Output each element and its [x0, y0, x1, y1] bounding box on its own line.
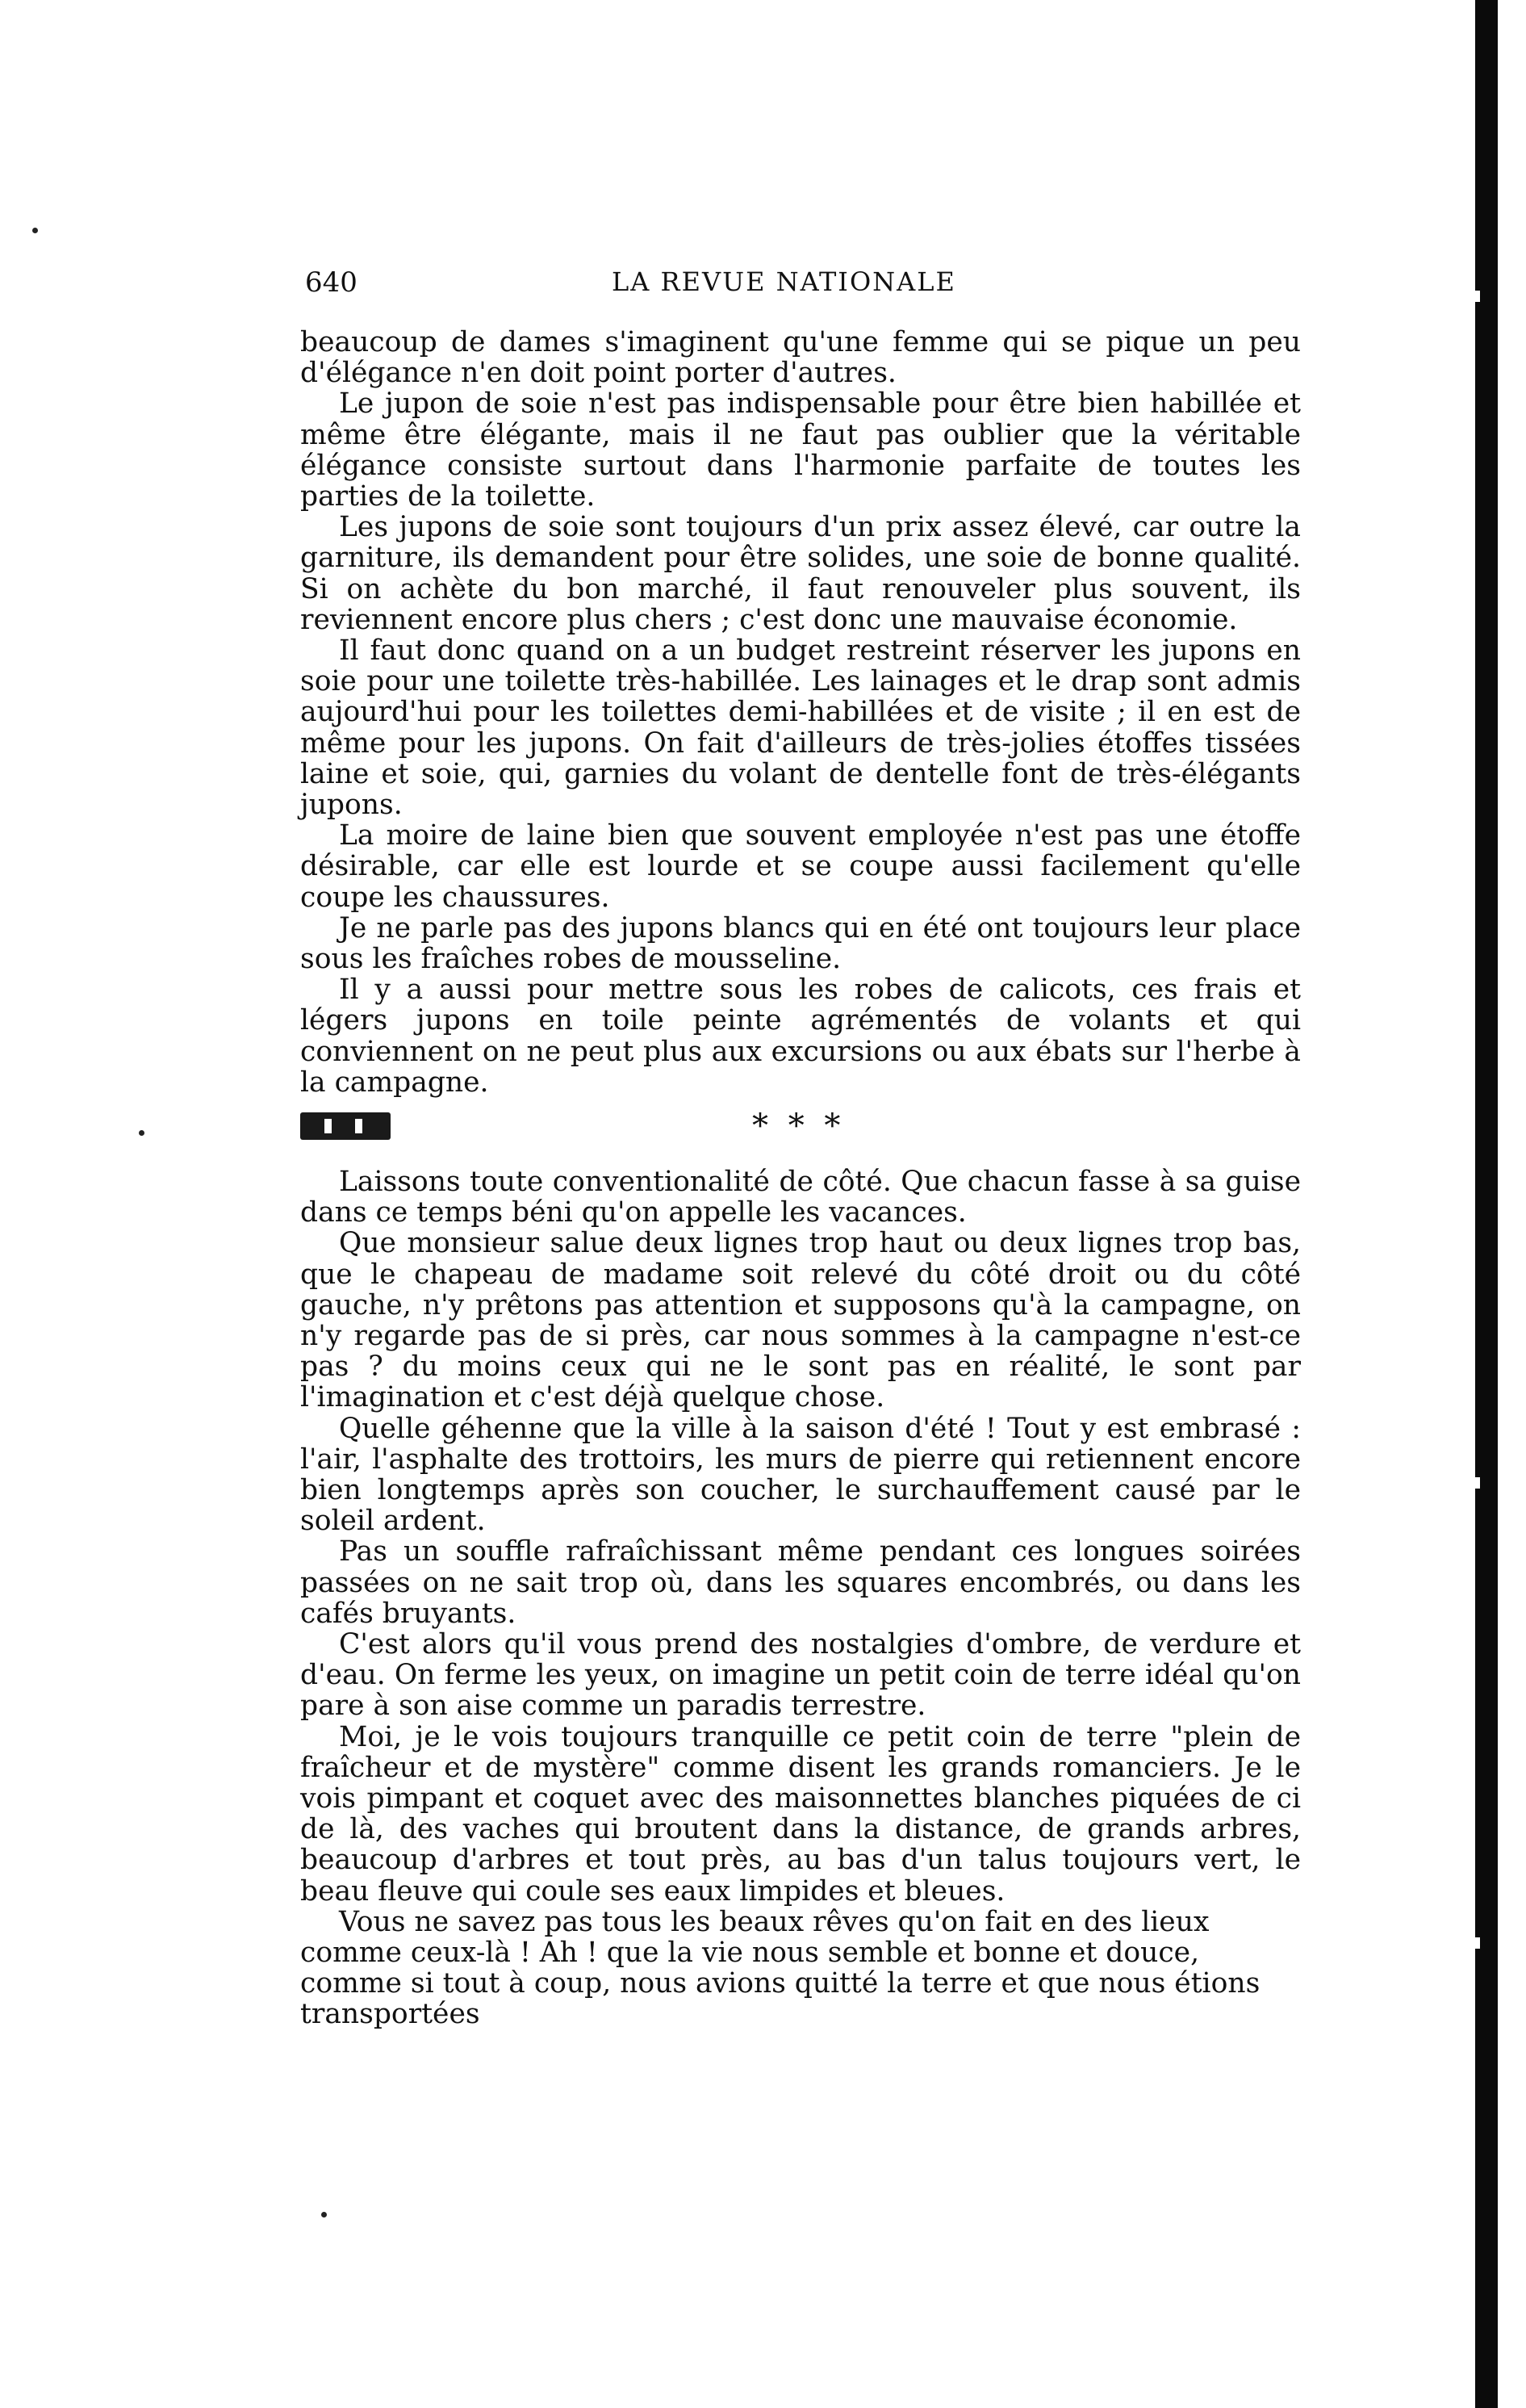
- paragraph: Pas un souffle rafraîchissant même pendant ces longues soirées passées on ne sait trop où, dans les squares encombrés, ou dans les cafés bruyants.: [300, 1535, 1301, 1630]
- edge-notch: [1474, 1937, 1480, 1949]
- paragraph: Il faut donc quand on a un budget restreint réserver les jupons en soie pour une toilette très-habillée. Les lainages et le drap sont admis aujourd'hui pour les toilettes demi-habillées et de visite ; il en est de même pour les jupons. On fait d'ailleurs de très-jolies étoffes tissées laine et soie, qui, garnies du volant de dentelle font de très-élégants jupons.: [300, 634, 1301, 822]
- page-edge-shadow: [1475, 0, 1498, 2408]
- paragraph: Vous ne savez pas tous les beaux rêves qu'on fait en des lieux comme ceux-là ! Ah ! que la vie nous semble et bonne et douce, comme si tout à coup, nous avions quitté la terre et que nous étions transportées: [300, 1905, 1261, 2031]
- text-block-first: [300, 327, 1301, 1098]
- paragraph: Quelle géhenne que la ville à la saison d'été ! Tout y est embrasé : l'air, l'asphalte des trottoirs, les murs de pierre qui retiennent encore bien longtemps après son coucher, le surchauffement causé par le soleil ardent.: [300, 1412, 1301, 1538]
- scan-speck: [32, 228, 38, 233]
- paragraph: beaucoup de dames s'imaginent qu'une femme qui se pique un peu d'élégance n'en doit point porter d'autres.: [300, 326, 1301, 390]
- page-header: [305, 266, 1301, 307]
- paragraph: Que monsieur salue deux lignes trop haut ou deux lignes trop bas, que le chapeau de madame soit relevé du côté droit ou du côté gauche, n'y prêtons pas attention et supposons qu'à la campagne, on n'y regarde pas de si près, car nous sommes à la campagne n'est-ce pas ? du moins ceux qui ne le sont pas en réalité, le sont par l'imagination et c'est déjà quelque chose.: [300, 1227, 1301, 1414]
- scan-speck: [139, 1130, 144, 1136]
- paragraph: Je ne parle pas des jupons blancs qui en été ont toujours leur place sous les fraîches robes de mousseline.: [300, 911, 1301, 976]
- text-block-second: [300, 1166, 1301, 2030]
- paragraph: Moi, je le vois toujours tranquille ce petit coin de terre "plein de fraîcheur et de mystère" comme disent les grands romanciers. Je le vois pimpant et coquet avec des maisonnettes blanches piquées de ci de là, des vaches qui broutent dans la distance, de grands arbres, beaucoup d'arbres et tout près, au bas d'un talus toujours vert, le beau fleuve qui coule ses eaux limpides et bleues.: [300, 1720, 1301, 1908]
- paragraph: C'est alors qu'il vous prend des nostalgies d'ombre, de verdure et d'eau. On ferme les yeux, on imagine un petit coin de terre idéal qu'on pare à son aise comme un paradis terrestre.: [300, 1628, 1301, 1723]
- paragraph: Il y a aussi pour mettre sous les robes de calicots, ces frais et légers jupons en toile peinte agrémentés de volants et qui conviennent on ne peut plus aux excursions ou aux ébats sur l'herbe à la campagne.: [300, 974, 1301, 1099]
- section-break: [300, 1108, 1301, 1153]
- edge-notch: [1474, 1477, 1480, 1489]
- asterism: * * *: [752, 1108, 846, 1145]
- paragraph: Laissons toute conventionalité de côté. Que chacun fasse à sa guise dans ce temps béni qu'on appelle les vacances.: [300, 1166, 1301, 1229]
- paragraph: Le jupon de soie n'est pas indispensable pour être bien habillée et même être élégante, mais il ne faut pas oublier que la véritable élégance consiste surtout dans l'harmonie parfaite de toutes les parties de la toilette.: [300, 387, 1301, 513]
- running-title: LA REVUE NATIONALE: [612, 266, 956, 297]
- edge-notch: [1474, 291, 1480, 302]
- scan-speck: [321, 2212, 327, 2217]
- page-number: 640: [305, 266, 357, 299]
- library-stamp-mark: [300, 1112, 391, 1140]
- paragraph: Les jupons de soie sont toujours d'un prix assez élevé, car outre la garniture, ils demandent pour être solides, une soie de bonne qualité. Si on achète du bon marché, il faut renouveler plus souvent, ils reviennent encore plus chers ; c'est donc une mauvaise économie.: [300, 511, 1301, 636]
- paragraph: La moire de laine bien que souvent employée n'est pas une étoffe désirable, car elle est lourde et se coupe aussi facilement qu'elle coupe les chaussures.: [300, 819, 1301, 914]
